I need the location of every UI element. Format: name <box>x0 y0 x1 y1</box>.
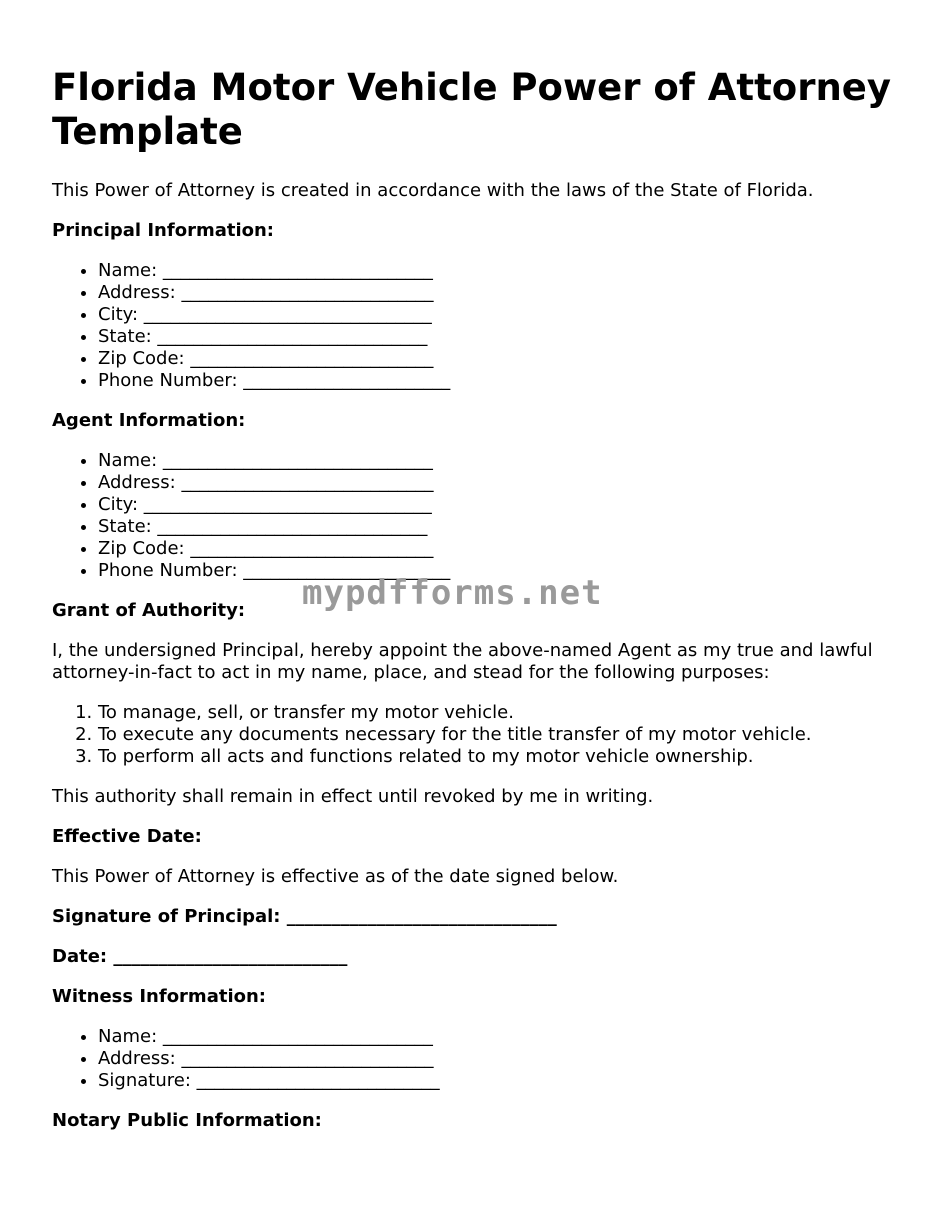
duration-paragraph: This authority shall remain in effect until revoked by me in writing. <box>52 786 654 807</box>
witness-fields-list <box>52 1026 902 1092</box>
grant-heading: Grant of Authority: <box>52 600 246 621</box>
witness-signature-field: • Signature: ___________________________ <box>98 1070 902 1092</box>
witness-heading: Witness Information: <box>52 986 266 1007</box>
grant-paragraph: I, the undersigned Principal, hereby appoint the above-named Agent as my true and lawful attorney-in-fact to act in my name, place, and stead for the following purposes: <box>52 640 873 683</box>
principal-fields-list <box>52 260 902 392</box>
document-page <box>52 66 902 1150</box>
agent-state-field: • State: ______________________________ <box>98 516 902 538</box>
date-line: Date: __________________________ <box>52 946 348 967</box>
agent-zip-field: • Zip Code: ___________________________ <box>98 538 902 560</box>
principal-heading: Principal Information: <box>52 220 275 241</box>
intro-paragraph: This Power of Attorney is created in accordance with the laws of the State of Florida. <box>52 180 814 201</box>
principal-city-field: • City: ________________________________ <box>98 304 902 326</box>
witness-name-field: • Name: ______________________________ <box>98 1026 902 1048</box>
principal-phone-field: • Phone Number: _______________________ <box>98 370 902 392</box>
signature-of-principal-line: Signature of Principal: ______________________________ <box>52 906 557 927</box>
purpose-item: 3. To perform all acts and functions related to my motor vehicle ownership. <box>98 746 902 768</box>
purposes-list <box>52 702 902 768</box>
principal-zip-field: • Zip Code: ___________________________ <box>98 348 902 370</box>
principal-state-field: • State: ______________________________ <box>98 326 902 348</box>
witness-address-field: • Address: ____________________________ <box>98 1048 902 1070</box>
agent-name-field: • Name: ______________________________ <box>98 450 902 472</box>
purpose-item: 1. To manage, sell, or transfer my motor vehicle. <box>98 702 902 724</box>
notary-heading: Notary Public Information: <box>52 1110 322 1131</box>
effective-paragraph: This Power of Attorney is effective as of the date signed below. <box>52 866 619 887</box>
agent-phone-field: • Phone Number: _______________________ <box>98 560 902 582</box>
agent-city-field: • City: ________________________________ <box>98 494 902 516</box>
watermark-text: mypdfforms.net <box>302 573 603 613</box>
principal-name-field: • Name: ______________________________ <box>98 260 902 282</box>
agent-fields-list <box>52 450 902 582</box>
page-title: Florida Motor Vehicle Power of Attorney Template <box>52 66 892 153</box>
agent-address-field: • Address: ____________________________ <box>98 472 902 494</box>
agent-heading: Agent Information: <box>52 410 246 431</box>
purpose-item: 2. To execute any documents necessary for the title transfer of my motor vehicle. <box>98 724 902 746</box>
effective-heading: Effective Date: <box>52 826 202 847</box>
grant-heading-row <box>52 573 902 622</box>
principal-address-field: • Address: ____________________________ <box>98 282 902 304</box>
